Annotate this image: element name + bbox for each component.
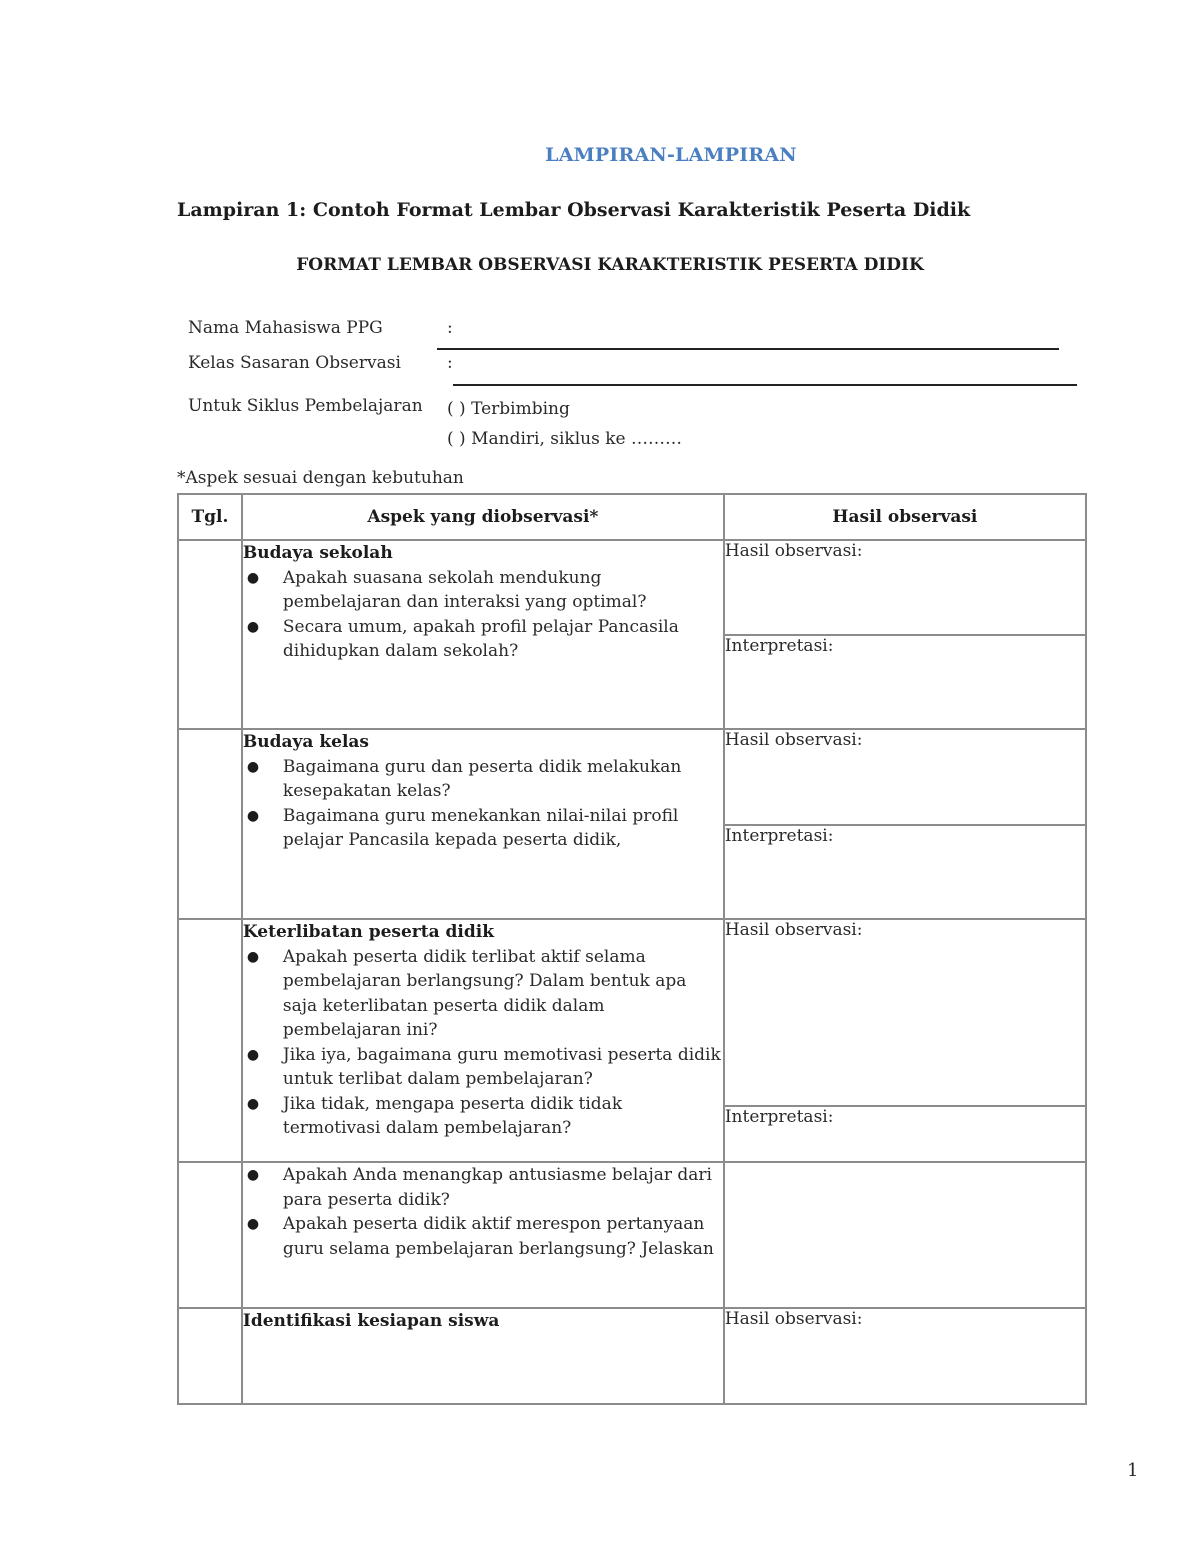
result-cell[interactable]	[724, 1162, 1086, 1308]
header-hasil: Hasil observasi	[724, 494, 1086, 540]
interpretation-cell[interactable]: Interpretasi:	[724, 825, 1086, 919]
aspect-cell	[242, 1308, 724, 1404]
header-tgl: Tgl.	[178, 494, 242, 540]
aspect-item: ● Apakah suasana sekolah mendukung pembelajaran dan interaksi yang optimal?	[243, 566, 723, 615]
aspect-item: ● Apakah Anda menangkap antusiasme belajar dari para peserta didik?	[243, 1163, 723, 1212]
aspect-cell	[242, 729, 724, 919]
result-cell[interactable]: Hasil observasi:	[724, 729, 1086, 825]
header-aspek: Aspek yang diobservasi*	[242, 494, 724, 540]
result-cell[interactable]: Hasil observasi:	[724, 919, 1086, 1106]
table-row	[178, 1162, 1086, 1308]
aspect-item: ● Jika tidak, mengapa peserta didik tidak termotivasi dalam pembelajaran?	[243, 1092, 723, 1141]
aspect-heading: Identifikasi kesiapan siswa	[242, 1311, 500, 1331]
siklus-label: Untuk Siklus Pembelajaran	[188, 396, 423, 416]
date-cell[interactable]	[178, 1162, 242, 1308]
kelas-fill-line[interactable]	[453, 384, 1077, 386]
result-cell[interactable]: Hasil observasi:	[724, 1308, 1086, 1404]
aspect-cell	[242, 1162, 724, 1308]
interpretation-cell[interactable]: Interpretasi:	[724, 635, 1086, 729]
aspect-item: ● Bagaimana guru menekankan nilai-nilai profil pelajar Pancasila kepada peserta didik,	[243, 804, 723, 853]
date-cell[interactable]	[178, 729, 242, 919]
aspect-note: *Aspek sesuai dengan kebutuhan	[177, 468, 464, 488]
result-cell[interactable]: Hasil observasi:	[724, 540, 1086, 635]
format-title: FORMAT LEMBAR OBSERVASI KARAKTERISTIK PESERTA DIDIK	[296, 255, 924, 275]
page-number: 1	[1127, 1460, 1139, 1481]
interpretation-cell[interactable]: Interpretasi:	[724, 1106, 1086, 1162]
aspect-item: ● Bagaimana guru dan peserta didik melakukan kesepakatan kelas?	[243, 755, 723, 804]
date-cell[interactable]	[178, 540, 242, 729]
option-terbimbing[interactable]: ( ) Terbimbing	[447, 399, 570, 419]
aspect-cell	[242, 919, 724, 1162]
date-cell[interactable]	[178, 1308, 242, 1404]
table-header-row	[178, 494, 1086, 540]
date-cell[interactable]	[178, 919, 242, 1162]
aspect-heading: Budaya kelas	[242, 732, 369, 752]
aspect-item: ● Secara umum, apakah profil pelajar Pancasila dihidupkan dalam sekolah?	[243, 615, 723, 664]
aspect-heading: Budaya sekolah	[242, 543, 393, 563]
aspect-item: ● Apakah peserta didik aktif merespon pertanyaan guru selama pembelajaran berlangsung? Jelaskan	[243, 1212, 723, 1261]
observation-table	[177, 493, 1087, 1405]
aspect-item: ● Apakah peserta didik terlibat aktif selama pembelajaran berlangsung? Dalam bentuk apa saja keterlibatan peserta didik dalam pembelajaran ini?	[243, 945, 723, 1043]
table-row	[178, 1308, 1086, 1404]
page-title: LAMPIRAN-LAMPIRAN	[545, 144, 797, 166]
aspect-cell	[242, 540, 724, 729]
kelas-colon: :	[447, 353, 453, 373]
kelas-label: Kelas Sasaran Observasi	[188, 353, 401, 373]
nama-label: Nama Mahasiswa PPG	[188, 318, 383, 338]
nama-colon: :	[447, 318, 453, 338]
table-row	[178, 729, 1086, 825]
table-row	[178, 540, 1086, 635]
option-mandiri[interactable]: ( ) Mandiri, siklus ke ………	[447, 429, 682, 449]
table-row	[178, 919, 1086, 1106]
aspect-item: ● Jika iya, bagaimana guru memotivasi peserta didik untuk terlibat dalam pembelajaran?	[243, 1043, 723, 1092]
aspect-heading: Keterlibatan peserta didik	[242, 922, 495, 942]
nama-fill-line[interactable]	[437, 348, 1059, 350]
appendix-subtitle: Lampiran 1: Contoh Format Lembar Observasi Karakteristik Peserta Didik	[177, 199, 971, 221]
